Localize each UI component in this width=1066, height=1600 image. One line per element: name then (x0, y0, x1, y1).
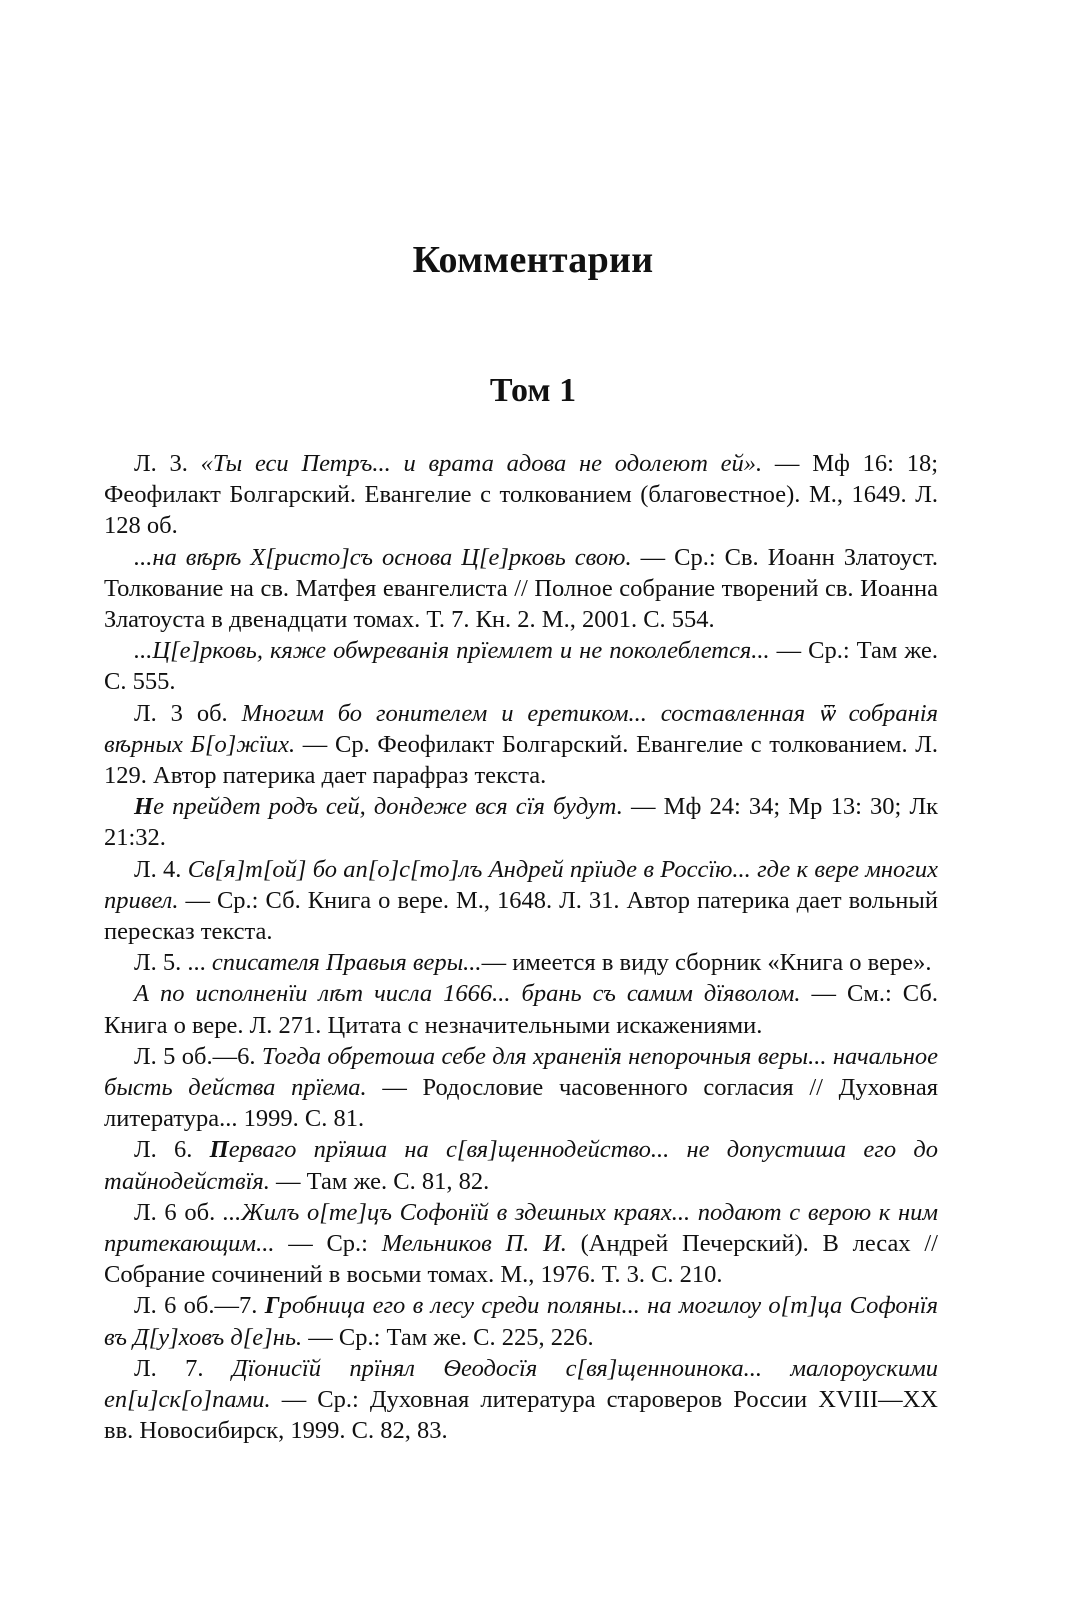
initial-letter: П (209, 1136, 229, 1164)
commentary-entry (104, 1134, 938, 1196)
initial-letter: Н (134, 793, 154, 821)
reference-text: — Там же. С. 81, 82. (269, 1167, 490, 1195)
commentary-entry (104, 448, 938, 542)
commentary-entry (104, 1041, 938, 1135)
reference-text: Л. 5 об.—6. (134, 1042, 262, 1070)
quoted-text: Дïонисïй прïнял Ѳеодосïя с[вя]щенноинока... малорѹскими еп[и]ск[о]пами. (104, 1354, 938, 1414)
commentary-body (104, 448, 938, 1447)
reference-text: — Ср.: Сб. Книга о вере. М., 1648. Л. 31. Автор патерика дает вольный пересказ текста. (104, 886, 938, 946)
reference-text: Л. 6 об. (134, 1198, 223, 1226)
reference-text: — Мф 24: 34; Мр 13: 30; Лк 21:32. (104, 793, 938, 852)
reference-text: Л. 6 об.—7. (134, 1292, 265, 1320)
reference-text: Л. 4. (134, 855, 188, 883)
reference-text: — Ср.: Там же. С. 225, 226. (302, 1323, 594, 1351)
commentary-entry (104, 791, 938, 853)
reference-text: Л. 6. (134, 1136, 210, 1164)
reference-text: — Мф 16: 18; Феофилакт Болгарский. Евангелие с толкованием (благовестное). М., 1649. Л. 128 об. (104, 450, 938, 540)
commentary-entry (104, 1353, 938, 1447)
quoted-text: Мельников П. И. (381, 1230, 567, 1258)
reference-text: — Ср.: (274, 1230, 382, 1258)
quoted-text: ерваго прïяша на с[вя]щеннодейство... не допустиша его до тайнодействïя. (104, 1136, 939, 1195)
quoted-text: ...Жилъ о[те]цъ Софонïй в здешных краях... подают с верою к ним притекающим... (104, 1198, 938, 1258)
reference-text: Л. 7. (134, 1354, 232, 1382)
reference-text: — Ср.: Духовная литература староверов России XVIII—XX вв. Новосибирск, 1999. С. 82, 83. (104, 1386, 938, 1445)
reference-text: Л. 5. ... (134, 949, 212, 977)
reference-text: — Ср.: Св. Иоанн Златоуст. Толкование на св. Матфея евангелиста // Полное собрание творений св. Иоанна Златоуста в двенадцати томах. Т. 7. Кн. 2. М., 2001. С. 554. (104, 543, 938, 634)
commentary-entry (104, 635, 938, 697)
reference-text: Л. 3 об. (134, 699, 242, 727)
quoted-text: списателя Правыя веры... (211, 949, 482, 977)
reference-text: — Ср.: Там же. С. 555. (104, 637, 938, 696)
commentary-entry (104, 698, 938, 792)
quoted-text: А по исполненïи лѣт числа 1666... брань съ самим дïяволом. (134, 980, 801, 1008)
volume-heading: Том 1 (489, 372, 577, 409)
quoted-text: «Ты еси Петръ... и врата адова не одолеют ей». (200, 450, 763, 477)
reference-text: Л. 3. (134, 450, 201, 477)
quoted-text: Тогда обретоша себе для храненïя непорочныя веры... начальное бысть действа прïема. (104, 1042, 938, 1102)
quoted-text (210, 1136, 229, 1163)
quoted-text: Многим бо гонителем и еретиком... составленная ѿ собранія вѣрных Б[о]жïих. (104, 699, 938, 758)
commentary-entry (104, 1197, 938, 1291)
reference-text: (Андрей Печерский). В лесах // Собрание сочинений в восьми томах. М., 1976. Т. 3. С. 210. (104, 1230, 938, 1289)
commentary-entry (104, 978, 938, 1040)
quoted-text (134, 793, 153, 820)
quoted-text: е прейдет родъ сей, дондеже вся сïя будут. (153, 793, 623, 821)
commentary-entry (104, 542, 938, 636)
reference-text: — Ср. Феофилакт Болгарский. Евангелие с толкованием. Л. 129. Автор патерика дает парафраз текста. (104, 730, 938, 790)
commentary-entry (104, 854, 938, 948)
commentary-entry (104, 1290, 938, 1352)
quoted-text: Св[я]т[ой] бо ап[о]с[то]лъ Андрей прïиде в Россïю... где к вере многих привел. (104, 855, 938, 914)
initial-letter: Г (264, 1292, 280, 1320)
quoted-text: ...на вѣрѣ Х[ристо]съ основа Ц[е]рковь свою. (134, 543, 632, 571)
quoted-text: робница его в лесу среди поляны... на могилѹ о[т]ца Софонïя въ Д[у]ховъ д[е]нь. (104, 1292, 938, 1351)
reference-text: — См.: Сб. Книга о вере. Л. 271. Цитата с незначительными искажениями. (104, 980, 938, 1039)
page-title: Комментарии (412, 239, 654, 281)
reference-text: — имеется в виду сборник «Книга о вере». (481, 949, 932, 977)
quoted-text (265, 1292, 280, 1319)
reference-text: — Родословие часовенного согласия // Духовная литература... 1999. С. 81. (104, 1074, 938, 1133)
commentary-entry (104, 947, 938, 978)
quoted-text: ...Ц[е]рковь, кяже обѡреванія прïемлет и не поколеблется... (134, 637, 770, 665)
